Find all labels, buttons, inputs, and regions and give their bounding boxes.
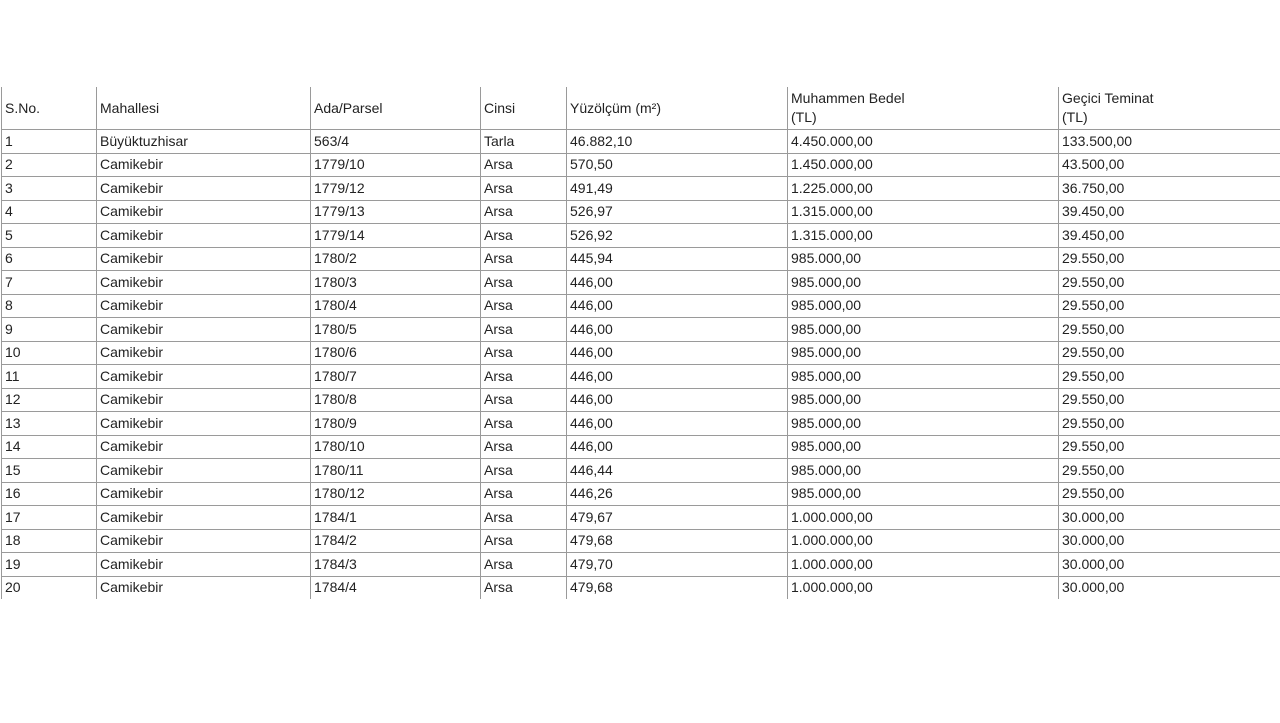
cell-sno: 9 <box>2 318 97 342</box>
cell-mahallesi: Camikebir <box>97 341 311 365</box>
cell-cinsi: Arsa <box>481 412 567 436</box>
cell-cinsi: Arsa <box>481 294 567 318</box>
cell-yuzolcum: 526,92 <box>567 224 788 248</box>
cell-mahallesi: Camikebir <box>97 459 311 483</box>
table-row <box>2 200 1280 224</box>
cell-ada-parsel: 1780/9 <box>311 412 481 436</box>
cell-ada-parsel: 1779/12 <box>311 177 481 201</box>
table-row <box>2 318 1280 342</box>
header-mahallesi: Mahallesi <box>97 87 311 130</box>
cell-muhammen-bedel: 985.000,00 <box>788 341 1059 365</box>
header-ada-parsel: Ada/Parsel <box>311 87 481 130</box>
cell-ada-parsel: 1780/11 <box>311 459 481 483</box>
cell-sno: 14 <box>2 435 97 459</box>
cell-ada-parsel: 1784/4 <box>311 576 481 599</box>
cell-yuzolcum: 479,67 <box>567 506 788 530</box>
cell-cinsi: Arsa <box>481 271 567 295</box>
cell-mahallesi: Camikebir <box>97 247 311 271</box>
table-row <box>2 130 1280 154</box>
cell-muhammen-bedel: 985.000,00 <box>788 318 1059 342</box>
header-yuzolcum: Yüzölçüm (m²) <box>567 87 788 130</box>
table-header-row <box>2 87 1280 130</box>
cell-ada-parsel: 1779/10 <box>311 153 481 177</box>
cell-gecici-teminat: 39.450,00 <box>1059 224 1280 248</box>
cell-muhammen-bedel: 1.225.000,00 <box>788 177 1059 201</box>
cell-mahallesi: Camikebir <box>97 412 311 436</box>
cell-yuzolcum: 446,00 <box>567 365 788 389</box>
cell-sno: 7 <box>2 271 97 295</box>
cell-gecici-teminat: 36.750,00 <box>1059 177 1280 201</box>
table-row <box>2 153 1280 177</box>
parcel-table-container <box>1 87 1280 599</box>
cell-gecici-teminat: 133.500,00 <box>1059 130 1280 154</box>
table-row <box>2 294 1280 318</box>
cell-muhammen-bedel: 1.000.000,00 <box>788 529 1059 553</box>
cell-mahallesi: Camikebir <box>97 294 311 318</box>
cell-muhammen-bedel: 985.000,00 <box>788 271 1059 295</box>
cell-muhammen-bedel: 985.000,00 <box>788 459 1059 483</box>
cell-gecici-teminat: 30.000,00 <box>1059 529 1280 553</box>
cell-muhammen-bedel: 985.000,00 <box>788 294 1059 318</box>
table-row <box>2 177 1280 201</box>
cell-mahallesi: Camikebir <box>97 365 311 389</box>
cell-yuzolcum: 479,68 <box>567 576 788 599</box>
cell-gecici-teminat: 29.550,00 <box>1059 412 1280 436</box>
table-row <box>2 224 1280 248</box>
cell-mahallesi: Camikebir <box>97 388 311 412</box>
cell-ada-parsel: 1784/1 <box>311 506 481 530</box>
cell-yuzolcum: 446,44 <box>567 459 788 483</box>
cell-sno: 5 <box>2 224 97 248</box>
cell-sno: 16 <box>2 482 97 506</box>
cell-gecici-teminat: 30.000,00 <box>1059 576 1280 599</box>
cell-cinsi: Arsa <box>481 200 567 224</box>
cell-mahallesi: Camikebir <box>97 153 311 177</box>
cell-muhammen-bedel: 985.000,00 <box>788 388 1059 412</box>
cell-cinsi: Tarla <box>481 130 567 154</box>
cell-mahallesi: Camikebir <box>97 177 311 201</box>
cell-sno: 10 <box>2 341 97 365</box>
cell-muhammen-bedel: 1.315.000,00 <box>788 224 1059 248</box>
cell-muhammen-bedel: 1.000.000,00 <box>788 506 1059 530</box>
cell-gecici-teminat: 30.000,00 <box>1059 553 1280 577</box>
cell-cinsi: Arsa <box>481 482 567 506</box>
cell-mahallesi: Camikebir <box>97 271 311 295</box>
cell-sno: 2 <box>2 153 97 177</box>
cell-gecici-teminat: 29.550,00 <box>1059 247 1280 271</box>
cell-gecici-teminat: 29.550,00 <box>1059 294 1280 318</box>
table-row <box>2 412 1280 436</box>
cell-mahallesi: Camikebir <box>97 529 311 553</box>
cell-sno: 17 <box>2 506 97 530</box>
cell-yuzolcum: 446,00 <box>567 271 788 295</box>
cell-sno: 1 <box>2 130 97 154</box>
header-cinsi: Cinsi <box>481 87 567 130</box>
cell-yuzolcum: 491,49 <box>567 177 788 201</box>
table-row <box>2 271 1280 295</box>
parcel-table <box>1 87 1280 599</box>
cell-sno: 3 <box>2 177 97 201</box>
cell-cinsi: Arsa <box>481 318 567 342</box>
cell-gecici-teminat: 29.550,00 <box>1059 341 1280 365</box>
header-teminat-line2: (TL) <box>1062 109 1088 125</box>
cell-sno: 20 <box>2 576 97 599</box>
cell-muhammen-bedel: 1.450.000,00 <box>788 153 1059 177</box>
header-muhammen-bedel <box>788 87 1059 130</box>
cell-cinsi: Arsa <box>481 365 567 389</box>
table-body <box>2 130 1280 600</box>
table-row <box>2 247 1280 271</box>
cell-cinsi: Arsa <box>481 506 567 530</box>
cell-muhammen-bedel: 1.000.000,00 <box>788 576 1059 599</box>
cell-gecici-teminat: 39.450,00 <box>1059 200 1280 224</box>
cell-cinsi: Arsa <box>481 459 567 483</box>
cell-ada-parsel: 1780/8 <box>311 388 481 412</box>
cell-mahallesi: Camikebir <box>97 200 311 224</box>
cell-ada-parsel: 1780/4 <box>311 294 481 318</box>
cell-yuzolcum: 446,00 <box>567 318 788 342</box>
cell-gecici-teminat: 29.550,00 <box>1059 388 1280 412</box>
header-sno: S.No. <box>2 87 97 130</box>
cell-ada-parsel: 1780/5 <box>311 318 481 342</box>
table-row <box>2 388 1280 412</box>
header-teminat-line1: Geçici Teminat <box>1062 90 1154 106</box>
cell-gecici-teminat: 29.550,00 <box>1059 271 1280 295</box>
cell-mahallesi: Camikebir <box>97 318 311 342</box>
cell-cinsi: Arsa <box>481 341 567 365</box>
cell-gecici-teminat: 43.500,00 <box>1059 153 1280 177</box>
cell-gecici-teminat: 29.550,00 <box>1059 459 1280 483</box>
cell-cinsi: Arsa <box>481 177 567 201</box>
cell-sno: 8 <box>2 294 97 318</box>
table-row <box>2 529 1280 553</box>
cell-cinsi: Arsa <box>481 553 567 577</box>
cell-mahallesi: Büyüktuzhisar <box>97 130 311 154</box>
header-muhammen-line2: (TL) <box>791 109 817 125</box>
header-gecici-teminat <box>1059 87 1280 130</box>
cell-yuzolcum: 446,00 <box>567 294 788 318</box>
cell-gecici-teminat: 29.550,00 <box>1059 482 1280 506</box>
cell-ada-parsel: 1784/2 <box>311 529 481 553</box>
cell-gecici-teminat: 29.550,00 <box>1059 435 1280 459</box>
cell-yuzolcum: 46.882,10 <box>567 130 788 154</box>
table-row <box>2 341 1280 365</box>
cell-yuzolcum: 479,68 <box>567 529 788 553</box>
cell-ada-parsel: 1779/13 <box>311 200 481 224</box>
cell-ada-parsel: 1784/3 <box>311 553 481 577</box>
cell-ada-parsel: 1780/10 <box>311 435 481 459</box>
cell-ada-parsel: 1780/7 <box>311 365 481 389</box>
cell-muhammen-bedel: 985.000,00 <box>788 482 1059 506</box>
cell-cinsi: Arsa <box>481 388 567 412</box>
header-muhammen-line1: Muhammen Bedel <box>791 90 905 106</box>
cell-muhammen-bedel: 985.000,00 <box>788 247 1059 271</box>
cell-muhammen-bedel: 985.000,00 <box>788 365 1059 389</box>
cell-cinsi: Arsa <box>481 576 567 599</box>
cell-sno: 13 <box>2 412 97 436</box>
cell-sno: 12 <box>2 388 97 412</box>
cell-ada-parsel: 1780/2 <box>311 247 481 271</box>
cell-mahallesi: Camikebir <box>97 553 311 577</box>
cell-yuzolcum: 445,94 <box>567 247 788 271</box>
cell-mahallesi: Camikebir <box>97 224 311 248</box>
table-row <box>2 482 1280 506</box>
cell-muhammen-bedel: 1.000.000,00 <box>788 553 1059 577</box>
cell-yuzolcum: 446,00 <box>567 341 788 365</box>
cell-yuzolcum: 446,26 <box>567 482 788 506</box>
cell-mahallesi: Camikebir <box>97 482 311 506</box>
cell-muhammen-bedel: 985.000,00 <box>788 435 1059 459</box>
cell-mahallesi: Camikebir <box>97 435 311 459</box>
table-row <box>2 459 1280 483</box>
cell-yuzolcum: 479,70 <box>567 553 788 577</box>
cell-sno: 15 <box>2 459 97 483</box>
cell-gecici-teminat: 30.000,00 <box>1059 506 1280 530</box>
cell-cinsi: Arsa <box>481 529 567 553</box>
cell-cinsi: Arsa <box>481 247 567 271</box>
cell-ada-parsel: 1780/3 <box>311 271 481 295</box>
table-row <box>2 365 1280 389</box>
cell-sno: 6 <box>2 247 97 271</box>
table-row <box>2 506 1280 530</box>
cell-ada-parsel: 1780/6 <box>311 341 481 365</box>
cell-yuzolcum: 446,00 <box>567 412 788 436</box>
cell-sno: 18 <box>2 529 97 553</box>
cell-cinsi: Arsa <box>481 224 567 248</box>
cell-cinsi: Arsa <box>481 153 567 177</box>
cell-yuzolcum: 526,97 <box>567 200 788 224</box>
table-row <box>2 553 1280 577</box>
cell-muhammen-bedel: 985.000,00 <box>788 412 1059 436</box>
cell-gecici-teminat: 29.550,00 <box>1059 365 1280 389</box>
cell-sno: 11 <box>2 365 97 389</box>
cell-ada-parsel: 1779/14 <box>311 224 481 248</box>
cell-yuzolcum: 446,00 <box>567 388 788 412</box>
cell-yuzolcum: 446,00 <box>567 435 788 459</box>
cell-gecici-teminat: 29.550,00 <box>1059 318 1280 342</box>
cell-yuzolcum: 570,50 <box>567 153 788 177</box>
cell-sno: 4 <box>2 200 97 224</box>
table-row <box>2 576 1280 599</box>
cell-muhammen-bedel: 1.315.000,00 <box>788 200 1059 224</box>
cell-sno: 19 <box>2 553 97 577</box>
cell-cinsi: Arsa <box>481 435 567 459</box>
cell-mahallesi: Camikebir <box>97 576 311 599</box>
cell-muhammen-bedel: 4.450.000,00 <box>788 130 1059 154</box>
cell-ada-parsel: 1780/12 <box>311 482 481 506</box>
table-row <box>2 435 1280 459</box>
cell-mahallesi: Camikebir <box>97 506 311 530</box>
cell-ada-parsel: 563/4 <box>311 130 481 154</box>
